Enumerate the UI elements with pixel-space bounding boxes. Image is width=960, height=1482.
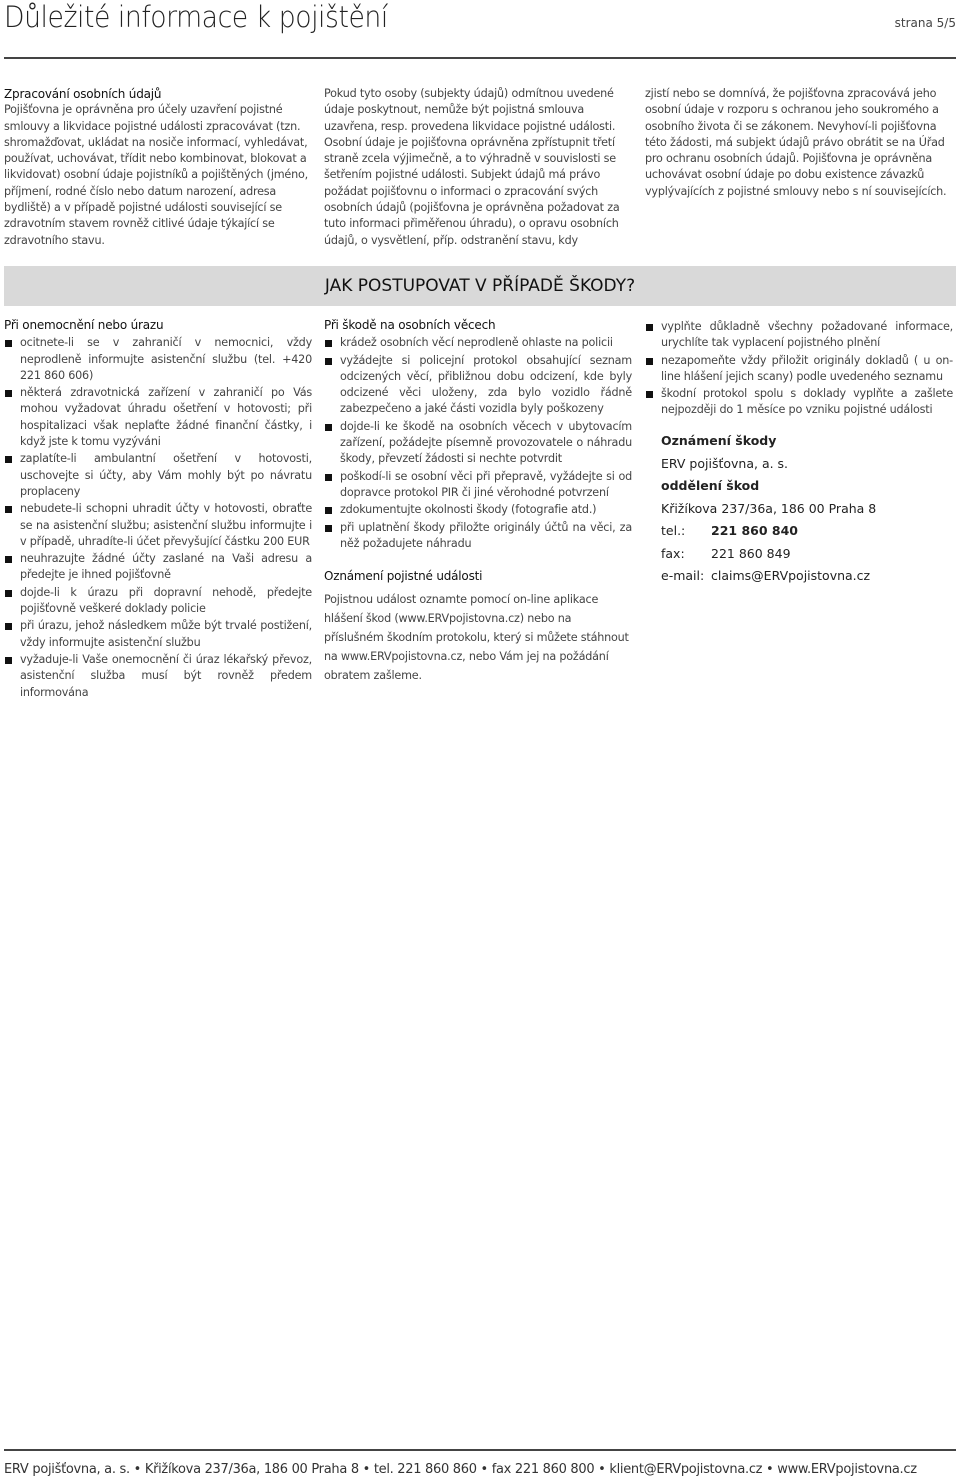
list-item: dojde-li k úrazu při dopravní nehodě, předejte pojišťovně veškeré doklady policie bbox=[4, 585, 312, 618]
property-heading: Při škodě na osobních věcech bbox=[324, 318, 496, 332]
privacy-text-1: Pojišťovna je oprávněna pro účely uzavření pojistné smlouvy a likvidace pojistné události zpracovávat (tzn. shromažďovat, ukládat na nosiče informací, vyhledávat, používat, uchovávat, třídit nebo kombinovat, blokovat a likvidovat) osobní údaje pojistníků a pojištěných (jméno, příjmení, rodné číslo nebo datum narození, adresa bydliště) a v případě pojistné události související se zdravotním stavem rovněž citlivé údaje týkající se zdravotního stavu. bbox=[4, 103, 309, 247]
list-item: vyžádejte si policejní protokol obsahující seznam odcizených věcí, přibližnou dobu odcizení, kde byly odcizené věci uloženy, zda bylo vozidlo řádně zabezpečeno a jaké části vozidla byly poškozeny bbox=[324, 353, 632, 418]
list-item: při uplatnění škody přiložte originály účtů na věci, za něž požadujete náhradu bbox=[324, 520, 632, 553]
footer-divider bbox=[4, 1449, 956, 1451]
privacy-column-2 bbox=[324, 86, 632, 249]
property-list bbox=[324, 335, 632, 552]
illness-column bbox=[4, 317, 312, 702]
property-column bbox=[324, 317, 632, 685]
notification-heading: Oznámení pojistné události bbox=[324, 569, 483, 584]
contact-address: Křižíkova 237/36a, 186 00 Praha 8 bbox=[661, 500, 877, 516]
list-item: škodní protokol spolu s doklady vyplňte a zašlete nejpozději do 1 měsíce po vzniku pojistné události bbox=[645, 386, 953, 419]
page-number: strana 5/5 bbox=[894, 16, 956, 30]
list-item: krádež osobních věcí neprodleně ohlaste na policii bbox=[324, 335, 632, 351]
tel-label: tel.: bbox=[661, 523, 686, 538]
section-banner: JAK POSTUPOVAT V PŘÍPADĚ ŠKODY? bbox=[4, 266, 956, 306]
list-item: dojde-li ke škodě na osobních věcech v ubytovacím zařízení, požádejte písemně provozovatele o náhradu škody, převzetí žádosti si nechte potvrdit bbox=[324, 419, 632, 468]
contact-heading: Oznámení škody bbox=[661, 433, 777, 448]
contact-email bbox=[661, 565, 876, 588]
fax-value: 221 860 849 bbox=[711, 545, 791, 561]
list-item: některá zdravotnická zařízení v zahraničí po Vás mohou vyžadovat úhradu ošetření v hotovosti; při hospitalizaci však neplaťte žádné finanční částky, i když jste k tomu vyzýváni bbox=[4, 385, 312, 450]
list-item: zdokumentujte okolnosti škody (fotografie atd.) bbox=[324, 502, 632, 518]
list-item: při úrazu, jehož následkem může být trvalé postižení, vždy informujte asistenční službu bbox=[4, 618, 312, 651]
list-item: poškodí-li se osobní věci při přepravě, vyžádejte si od dopravce protokol PIR či jiné věrohodné potvrzení bbox=[324, 469, 632, 502]
claims-list bbox=[645, 319, 953, 419]
contact-tel bbox=[661, 520, 876, 543]
list-item: zaplatíte-li ambulantní ošetření v hotovosti, uschovejte si účty, aby Vám mohly být po návratu proplaceny bbox=[4, 451, 312, 500]
page-title: Důležité informace k pojištění bbox=[4, 0, 388, 34]
list-item: vyžaduje-li Vaše onemocnění či úraz lékařský převoz, asistenční služba musí být rovněž předem informována bbox=[4, 652, 312, 701]
privacy-text-3: zjistí nebo se domnívá, že pojišťovna zpracovává jeho osobní údaje v rozporu s ochranou jeho soukromého a osobního života či se zákonem. Nevyhoví-li pojišťovna této žádosti, má subjekt údajů právo obrátit se na Úřad pro ochranu osobních údajů. Pojišťovna je oprávněna uchovávat osobní údaje po dobu existence závazků vyplývajících z pojistné smlouvy nebo s ní souvisejících. bbox=[645, 87, 947, 198]
footer-text: ERV pojišťovna, a. s. • Křižíkova 237/36a, 186 00 Praha 8 • tel. 221 860 860 • fax 221 860 800 • klient@ERVpojistovna.cz • www.ERVpojistovna.cz bbox=[4, 1462, 917, 1477]
contact-department: oddělení škod bbox=[661, 478, 760, 493]
list-item: nezapomeňte vždy přiložit originály dokladů ( u on-line hlášení jejich scany) podle uvedeného seznamu bbox=[645, 353, 953, 386]
list-item: vyplňte důkladně všechny požadované informace, urychlíte tak vyplacení pojistného plnění bbox=[645, 319, 953, 352]
contact-fax bbox=[661, 543, 876, 566]
claims-column bbox=[645, 317, 953, 420]
list-item: nebudete-li schopni uhradit účty v hotovosti, obraťte se na asistenční službu; asistenční službu informujte i v případě, uhradíte-li účet převyšující částku 200 EUR bbox=[4, 501, 312, 550]
illness-heading: Při onemocnění nebo úrazu bbox=[4, 318, 164, 332]
fax-label: fax: bbox=[661, 545, 685, 561]
tel-value: 221 860 840 bbox=[711, 523, 798, 538]
list-item: ocitnete-li se v zahraničí v nemocnici, vždy neprodleně informujte asistenční službu (tel. +420 221 860 606) bbox=[4, 335, 312, 384]
header-divider bbox=[4, 57, 956, 59]
list-item: neuhrazujte žádné účty zaslané na Vaši adresu a předejte je ihned pojišťovně bbox=[4, 551, 312, 584]
privacy-column-1 bbox=[4, 86, 312, 249]
notification-text: Pojistnou událost oznamte pomocí on-line aplikace hlášení škod (www.ERVpojistovna.cz) nebo na příslušném škodním protokolu, který si můžete stáhnout na www.ERVpojistovna.cz, nebo Vám jej na požádání obratem zašleme. bbox=[324, 593, 629, 683]
illness-list bbox=[4, 335, 312, 701]
email-label: e-mail: bbox=[661, 568, 705, 583]
claims-contact bbox=[661, 430, 876, 588]
email-value[interactable]: claims@ERVpojistovna.cz bbox=[711, 568, 871, 583]
privacy-column-3 bbox=[645, 86, 953, 200]
privacy-heading: Zpracování osobních údajů bbox=[4, 87, 162, 101]
contact-company: ERV pojišťovna, a. s. bbox=[661, 455, 789, 471]
privacy-text-2: Pokud tyto osoby (subjekty údajů) odmítnou uvedené údaje poskytnout, nemůže být pojistná smlouva uzavřena, resp. provedena likvidace pojistné události. Osobní údaje je pojišťovna oprávněna zpřístupnit třetí straně zcela výjimečně, a to výhradně v souvislosti se šetřením pojistné události. Subjekt údajů má právo požádat pojišťovnu o informaci o zpracování svých osobních údajů (pojišťovna je oprávněna požadovat za tuto informaci přiměřenou úhradu), o opravu osobních údajů, o vysvětlení, příp. odstranění stavu, kdy bbox=[324, 87, 620, 247]
